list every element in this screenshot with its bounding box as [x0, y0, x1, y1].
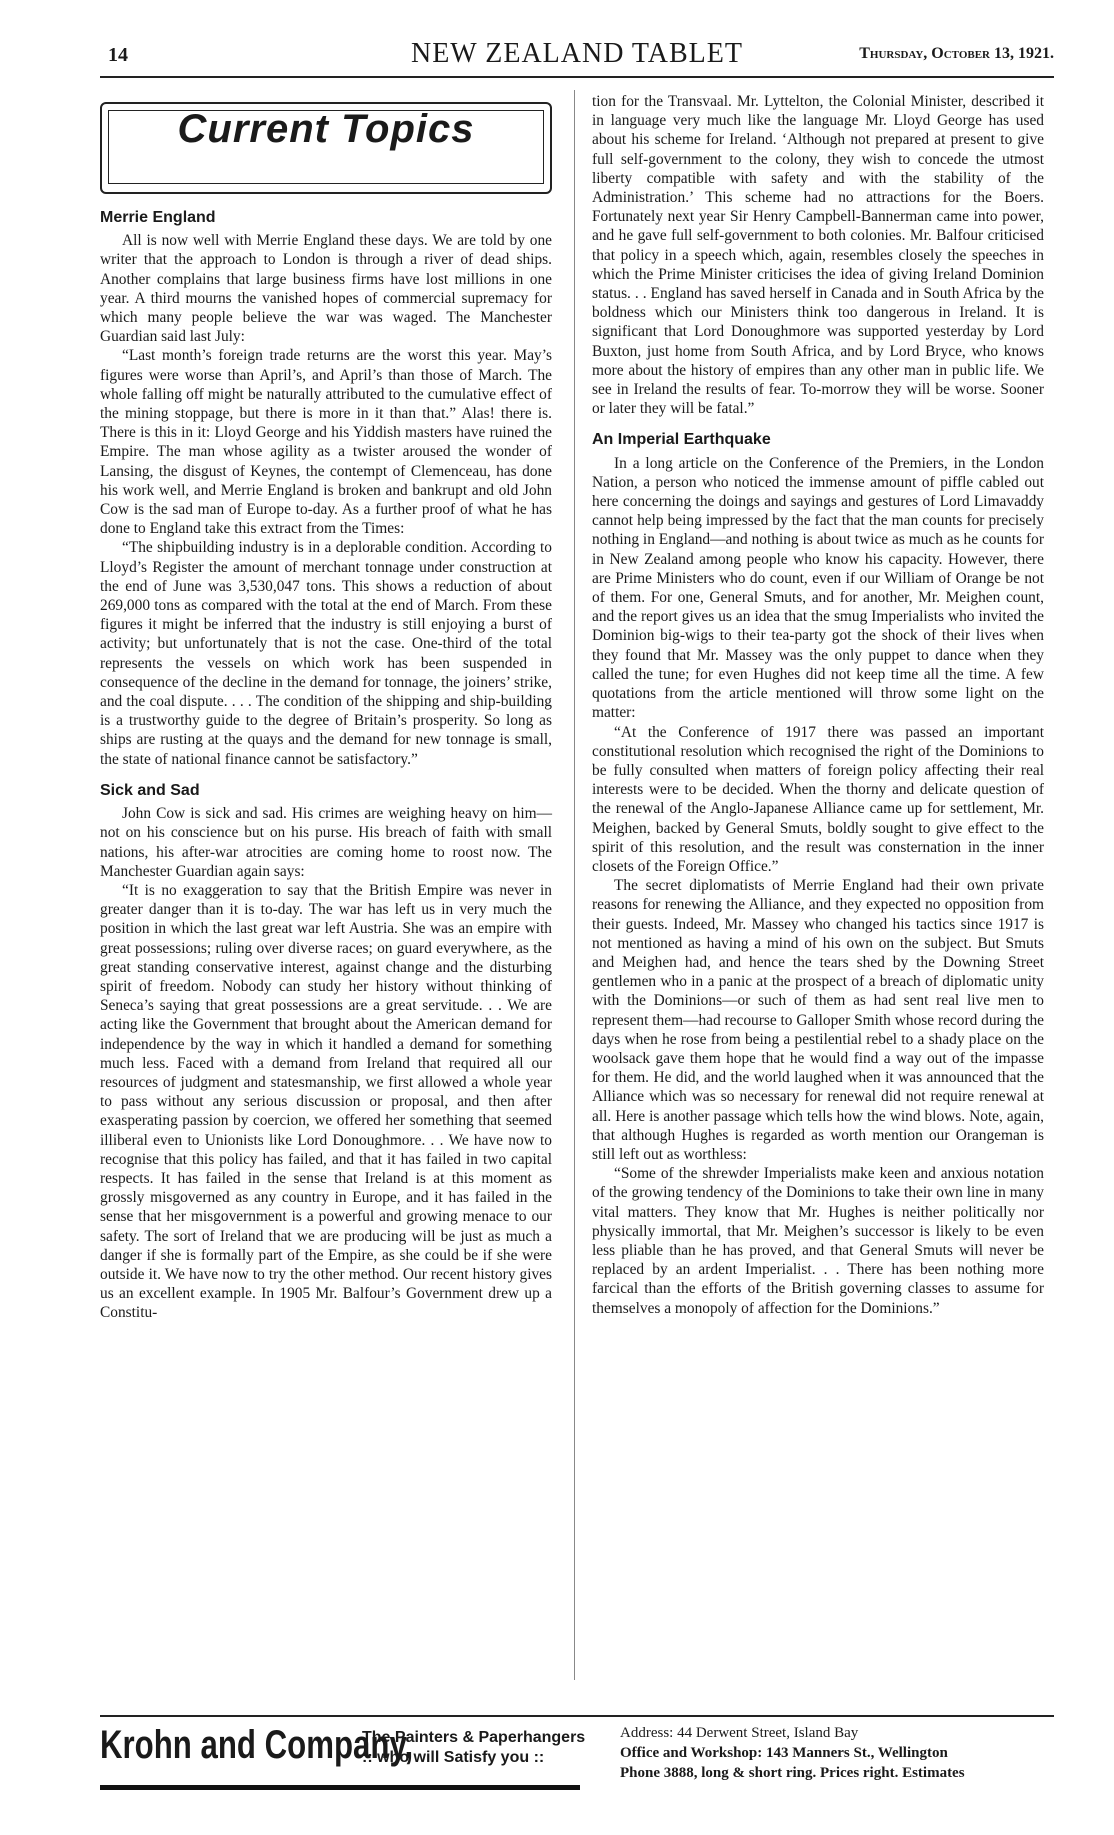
article-paragraph: All is now well with Merrie England these days. We are told by one writer that the approach to London is through a river of dead ships. Another complains that large business firms have lost millions in one year. A third mourns the vanished hopes of commercial supremacy for which many people believe the war was waged. The Manchester Guardian said last July:: [100, 232, 552, 346]
ad-firm-name: Krohn and Company,: [100, 1723, 414, 1767]
header-rule: [100, 76, 1054, 78]
ad-tagline-2: :: who will Satisfy you ::: [362, 1749, 545, 1766]
heading-imperial-earthquake: An Imperial Earthquake: [592, 431, 771, 449]
advertisement: [100, 1715, 1054, 1800]
ad-tagline-1: The Painters & Paperhangers: [362, 1729, 586, 1746]
column-divider: [574, 90, 575, 1680]
banner-title: Current Topics: [177, 107, 475, 151]
right-column: [592, 92, 1044, 1318]
article-quote: “Last month’s foreign trade returns are the worst this year. May’s figures were worse than April’s, and April’s than those of March. The whole falling off might be naturally attributed to the cumulative effect of the mining stoppage, but there is more in it than that.” Alas! there is. There is this in it: Lloyd George and his Yiddish masters have ruined the Empire. The man whose agility as a twister aroused the wonder of Lansing, the disgust of Keynes, the contempt of Clemenceau, has done his work well, and Merrie England is broken and bankrupt and old John Cow is the sad man of Europe to-day. As a further proof of what he has done to England take this extract from the Times:: [100, 347, 552, 538]
ad-phone: Phone 3888, long & short ring. Prices right. Estimates: [620, 1765, 965, 1781]
article-quote: “At the Conference of 1917 there was passed an important constitutional resolution which recognised the right of the Dominions to be fully consulted when matters of foreign policy affecting their real interests were to be decided. When the thorny and delicate question of the renewal of the Anglo-Japanese Alliance came up for settlement, Mr. Meighen, backed by General Smuts, boldly sought to give effect to the spirit of this resolution, and the result was consternation in the inner closets of the Foreign Office.”: [592, 723, 1044, 875]
article-paragraph: The secret diplomatists of Merrie England had their own private reasons for renewing the Alliance, and they expected no opposition from their guests. Indeed, Mr. Massey who changed his tactics since 1917 is not mentioned as having a mind of his own on the subject. But Smuts and Meighen had, and hence the tears shed by the Downing Street gentlemen who in a panic at the prospect of a breach of diplomatic unity with the Dominions—or such of them as had sent real live men to represent them—had recourse to Galloper Smith whose record during the days when he rose from being a pestilential rebel to a shady place on the woolsack gave them hope that he would find a way out of the impasse for them. He did, and the world laughed when it was announced that the Alliance which was so necessary for renewal did not require renewal at all. Here is another passage which tells how the wind blows. Note, again, that although Hughes is regarded as worth mention our Orangeman is still left out as worthless:: [592, 877, 1044, 1163]
article-quote-continued: tion for the Transvaal. Mr. Lyttelton, the Colonial Minister, described it in language very much like the language Mr. Lloyd George has used about his scheme for Ireland. ‘Although not prepared at present to give full self-government to the colony, they wish to concede the utmost liberty compatible with safety and with the stability of the Administration.’ This scheme had no attractions for the Boers. Fortunately next year Sir Henry Campbell-Bannerman came into power, and he gave full self-government to both colonies. Mr. Balfour criticised that policy in a speech which, again, resembles closely the speeches in which the Prime Minister criticises the idea of giving Ireland Dominion status. . . England has saved herself in Canada and in South Africa by the boldness which our Ministers think too dangerous in Ireland. It is significant that Lord Donoughmore was supported yesterday by Lord Buxton, just home from South Africa, and by Lord Bryce, who knows more about the history of empires than any other man in public life. We see in Ireland the results of fear. To-morrow they will be worse. Sooner or later they will be fatal.”: [592, 93, 1044, 418]
article-quote: “It is no exaggeration to say that the British Empire was never in greater danger than it is to-day. The war has left us in very much the position in which the last great war left Austria. She was an empire with great possessions; ruling over diverse races; on guard everywhere, as the great standing conservative interest, against change and the disturbing spirit of freedom. Nobody can study her history without thinking of Seneca’s saying that great possessions are a great servitude. . . We are acting like the Government that brought about the American demand for independence by the way in which it handled a demand for something much less. Faced with a demand from Ireland that required all our resources of judgment and statesmanship, we first allowed a whole year to pass without any serious discussion or proposal, and then after exasperating passion by coercion, we offered her something that seemed illiberal even to Unionists like Lord Donoughmore. . . We have now to recognise that this policy has failed, and that it has failed in two capital respects. It has failed in the sense that Ireland is at this moment as grossly misgoverned as any country in Europe, and it has failed in the sense that her misgovernment is a powerful and growing menace to our safety. The sort of Ireland that we are producing will be just as much a danger if she is formally part of the Empire, as she could be if she were outside it. We have now to try the other method. Our recent history gives us an excellent example. In 1905 Mr. Balfour’s Government drew up a Constitu-: [100, 881, 552, 1322]
ad-bar: [100, 1785, 580, 1790]
ad-top-rule: [100, 1715, 1054, 1717]
heading-sick-and-sad: Sick and Sad: [100, 781, 200, 799]
page-header: [100, 38, 1054, 72]
ad-office: Office and Workshop: 143 Manners St., Wellington: [620, 1745, 948, 1761]
article-paragraph: John Cow is sick and sad. His crimes are weighing heavy on him—not on his conscience but on his purse. His breach of faith with small nations, his after-war atrocities are coming home to roost now. The Manchester Guardian again says:: [100, 805, 552, 880]
left-column: [100, 90, 552, 1323]
page-number: 14: [108, 44, 128, 66]
masthead: NEW ZEALAND TABLET: [410, 38, 743, 69]
article-quote: “The shipbuilding industry is in a deplorable condition. According to Lloyd’s Register the amount of merchant tonnage under construction at the end of June was 3,530,047 tons. This shows a reduction of about 269,000 tons as compared with the total at the end of March. From these figures it might be inferred that the industry is still enjoying a burst of activity; but unfortunately that is not the case. One-third of the total represents the vessels on which work has been suspended in consequence of the decline in the demand for tonnage, the joiners’ strike, and the coal dispute. . . . The condition of the shipping and ship-building is a trustworthy guide to the degree of Britain’s prosperity. So long as ships are rusting at the quays and the demand for new tonnage is small, the state of national finance cannot be satisfactory.”: [100, 539, 552, 768]
ad-address: Address: 44 Derwent Street, Island Bay: [620, 1725, 859, 1741]
issue-date: Thursday, October 13, 1921.: [859, 45, 1054, 62]
heading-merrie-england: Merrie England: [100, 209, 216, 226]
article-quote: “Some of the shrewder Imperialists make keen and anxious notation of the growing tendency of the Dominions to take their own line in many vital matters. They know that Mr. Hughes is neither politically nor physically immortal, that Mr. Meighen’s successor is likely to be even less pliable than he has proved, and that General Smuts will never be replaced by an ardent Imperialist. . . There has been nothing more farcical than the efforts of the British governing classes to assume for themselves a monopoly of affection for the Dominions.”: [592, 1165, 1044, 1317]
current-topics-banner: [100, 90, 552, 190]
article-paragraph: In a long article on the Conference of the Premiers, in the London Nation, a person who noticed the immense amount of piffle cabled out here concerning the doings and sayings and gestures of Lord Limavaddy cannot help being impressed by the fact that the man counts for precisely nothing in England—and nothing is about twice as much as he counts for in New Zealand among people who know his capacity. However, there are Prime Ministers who do count, even if our William of Orange be not of them. For one, General Smuts, and for another, Mr. Meighen count, and the report gives us an idea that the smug Imperialists who invited the Dominion big-wigs to their tea-party got the shock of their lives when they found that Mr. Massey was the only puppet to dance when they called the tune; for even Hughes did not keep time all the time. A few quotations from the article mentioned will throw some light on the matter:: [592, 454, 1044, 722]
ad-contact: [620, 1723, 1040, 1783]
